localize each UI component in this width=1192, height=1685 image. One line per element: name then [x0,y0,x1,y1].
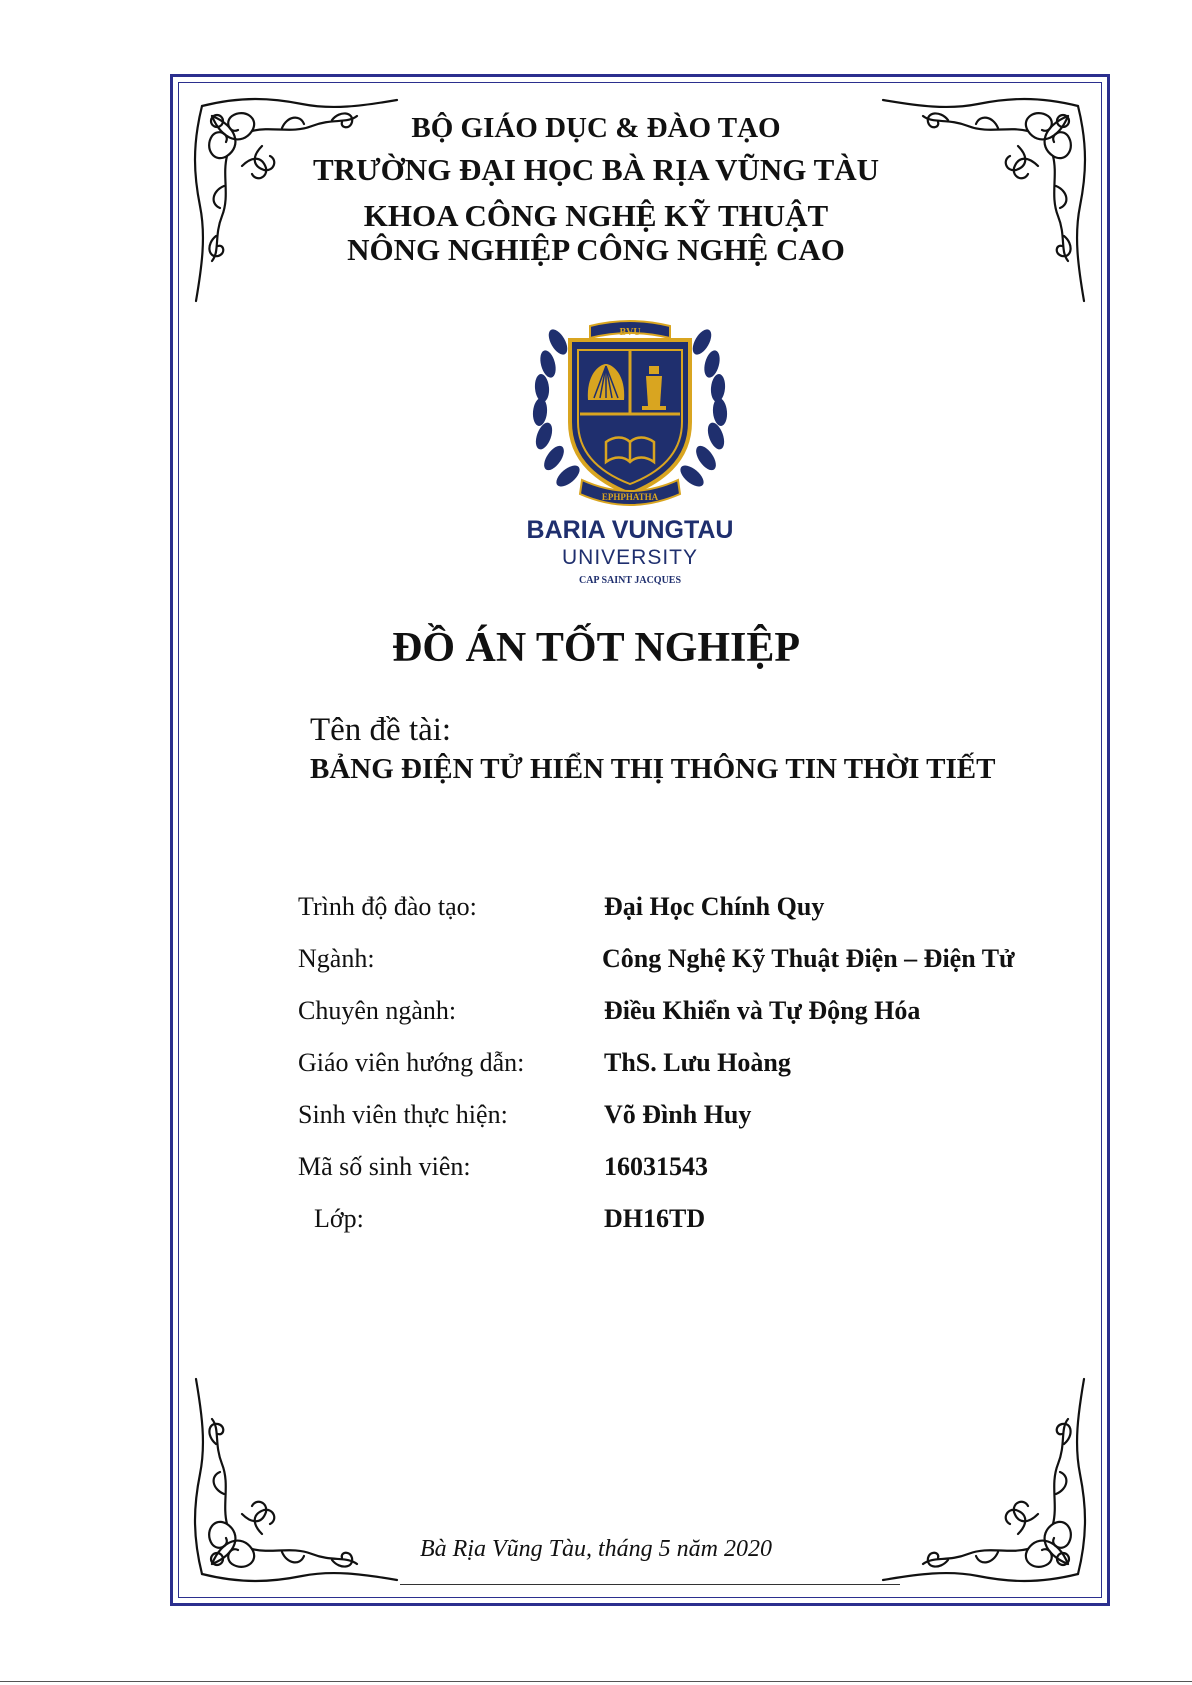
info-label: Ngành: [298,944,375,973]
info-label: Chuyên ngành: [298,996,457,1025]
info-value: DH16TD [604,1204,706,1233]
logo-sub: UNIVERSITY [561,546,699,569]
ministry-heading: BỘ GIÁO DỤC & ĐÀO TẠO [411,112,781,144]
faculty-heading-line1: KHOA CÔNG NGHỆ KỸ THUẬT [363,198,829,233]
info-label: Giáo viên hướng dẫn: [298,1048,525,1077]
info-label: Mã số sinh viên: [298,1152,471,1181]
logo-banner-top: BVU [619,327,641,338]
document-title: ĐỒ ÁN TỐT NGHIỆP [391,625,801,671]
faculty-heading-line2: NÔNG NGHIỆP CÔNG NGHỆ CAO [347,232,845,267]
topic-name: BẢNG ĐIỆN TỬ HIỂN THỊ THÔNG TIN THỜI TIẾT [310,753,996,785]
info-value: Công Nghệ Kỹ Thuật Điện – Điện Tử [602,944,1015,973]
info-value: ThS. Lưu Hoàng [604,1048,791,1077]
info-label: Sinh viên thực hiện: [298,1100,508,1129]
logo-name: BARIA VUNGTAU [526,516,734,544]
university-logo [510,302,750,602]
logo-banner-bottom: EPHPHATHA [601,492,659,502]
place-date: Bà Rịa Vũng Tàu, tháng 5 năm 2020 [420,1536,772,1562]
info-label: Lớp: [314,1204,364,1233]
topic-label: Tên đề tài: [310,712,452,748]
info-value: 16031543 [604,1152,708,1181]
info-label: Trình độ đào tạo: [298,892,477,921]
info-value: Đại Học Chính Quy [604,892,825,921]
page-bottom-rule [0,1681,1192,1682]
logo-tagline: CAP SAINT JACQUES [578,575,682,586]
university-heading: TRƯỜNG ĐẠI HỌC BÀ RỊA VŨNG TÀU [312,152,880,187]
footer-divider [400,1584,900,1585]
info-value: Điều Khiển và Tự Động Hóa [604,996,921,1025]
info-value: Võ Đình Huy [604,1100,752,1129]
